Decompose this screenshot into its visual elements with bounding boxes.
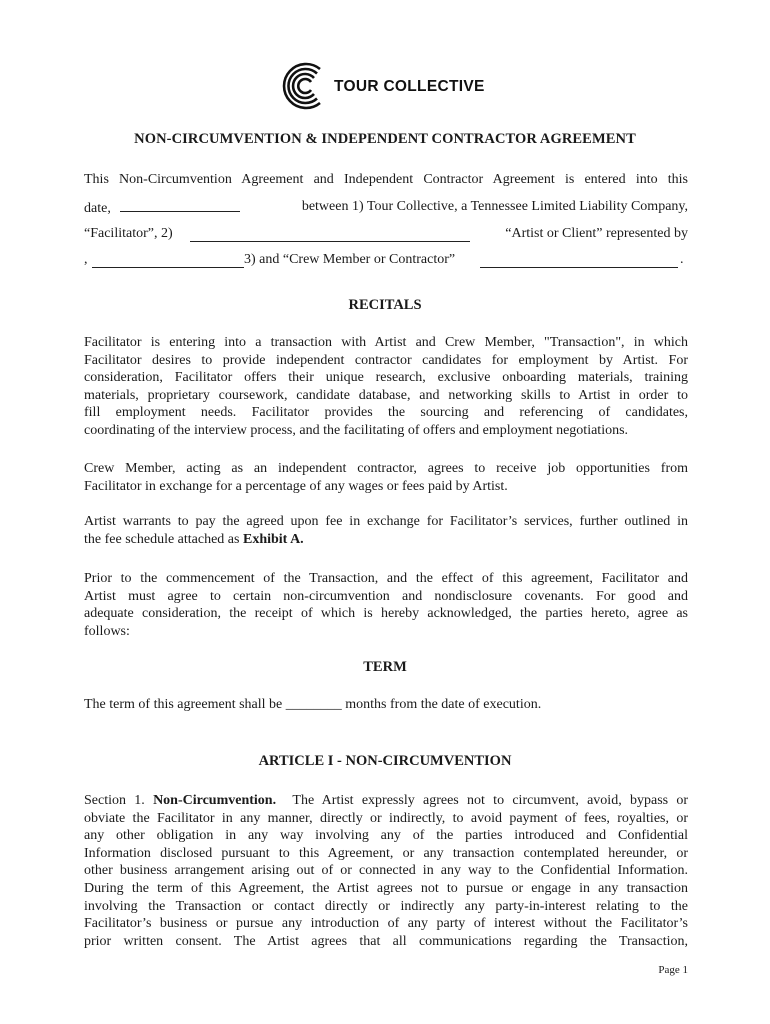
recitals-paragraph-4 [84,570,688,640]
paragraph-line: Facilitator desires to provide independent contractor candidates for employment by Artist. For [84,352,688,368]
representative-blank[interactable] [92,253,244,268]
paragraph-line: Information disclosed pursuant to this Agreement, or any transaction contemplated hereunder, or [84,845,688,861]
paragraph-line: prior written consent. The Artist agrees that all communications regarding the Transaction, [84,933,688,949]
recitals-paragraph-3 [84,513,688,548]
section-1-title: Non-Circumvention. [153,793,277,808]
paragraph-line: Artist warrants to pay the agreed upon fee in exchange for Facilitator’s services, further outlined in [84,514,688,529]
paragraph-line: involving the Transaction or contact directly or indirectly any party-in-interest relating to the [84,898,688,914]
recitals-paragraph-1 [84,334,688,440]
paragraph-line: fill employment needs. Facilitator provides the sourcing and referencing of candidates, [84,405,688,421]
intro-crew-text: 3) and “Crew Member or Contractor” [244,252,456,267]
paragraph-line: follows: [84,623,130,639]
paragraph-line: coordinating of the interview process, and the facilitating of offers and employment negotiations. [84,422,629,438]
exhibit-a-reference: Exhibit A. [242,531,304,547]
paragraph-line: Crew Member, acting as an independent contractor, agrees to receive job opportunities from [84,461,688,476]
intro-period: . [680,252,684,267]
intro-comma: , [84,252,88,267]
paragraph-line [84,531,688,549]
date-blank[interactable] [120,197,240,212]
intro-facilitator-label: “Facilitator”, 2) [84,226,173,241]
intro-line-1: This Non-Circumvention Agreement and Independent Contractor Agreement is entered into this [84,172,688,187]
paragraph-line: Facilitator in exchange for a percentage of any wages or fees paid by Artist. [84,478,508,494]
exhibit-text: the fee schedule attached as [84,531,240,547]
paragraph-line: During the term of this Agreement, the Artist agrees not to pursue or engage in any transaction [84,880,688,896]
paragraph-line [84,792,688,810]
intro-line-4 [84,250,688,270]
recitals-paragraph-2 [84,460,688,495]
paragraph-line: consideration, Facilitator offers their unique research, exclusive onboarding materials, training [84,370,688,386]
company-logo [280,55,500,117]
paragraph-line: Artist must agree to certain non-circumvention and nondisclosure covenants. For good and [84,588,688,604]
logo-wordmark: TOUR COLLECTIVE [334,78,485,95]
tour-collective-logo-icon [280,57,332,115]
paragraph-line: other business arrangement arising out of or connected in any way to the Confidential Information. [84,863,688,879]
section-1-paragraph [84,792,688,950]
paragraph-line: Facilitator’s business or pursue any introduction of any party of interest without the Facilitator’s [84,916,688,932]
paragraph-line: Facilitator is entering into a transaction with Artist and Crew Member, "Transaction", in which [84,335,688,350]
page-number: Page 1 [658,964,688,976]
recitals-heading: RECITALS [348,297,422,313]
document-title: NON-CIRCUMVENTION & INDEPENDENT CONTRACTOR AGREEMENT [134,131,636,147]
section-1-label: Section 1. [84,793,145,808]
section-1-first-line: The Artist expressly agrees not to circumvent, avoid, bypass or [292,793,689,808]
term-paragraph [84,696,688,714]
paragraph-line: materials, proprietary coursework, candidate database, and networking skills to Artist in order to [84,387,688,403]
intro-line-2 [84,197,688,217]
term-text: The term of this agreement shall be ________ months from the date of execution. [84,697,542,712]
intro-date-label: date, [84,201,111,216]
paragraph-line: obviate the Facilitator in any manner, directly or indirectly, to avoid payment of fees, royalties, or [84,810,688,826]
crew-member-blank[interactable] [480,253,678,268]
artist-name-blank[interactable] [190,227,470,242]
article-1-heading: ARTICLE I - NON-CIRCUMVENTION [258,753,512,769]
intro-line-3 [84,224,688,244]
intro-artist-text: “Artist or Client” represented by [505,226,688,241]
paragraph-line: Prior to the commencement of the Transaction, and the effect of this agreement, Facilitator and [84,571,688,586]
intro-facilitator-text: between 1) Tour Collective, a Tennessee Limited Liability Company, [301,199,688,214]
paragraph-line: adequate consideration, the receipt of which is hereby acknowledged, the parties hereto, agree as [84,606,688,622]
term-heading: TERM [363,659,407,675]
paragraph-line: any other obligation in any way involving any of the parties introduced and Confidential [84,828,688,844]
